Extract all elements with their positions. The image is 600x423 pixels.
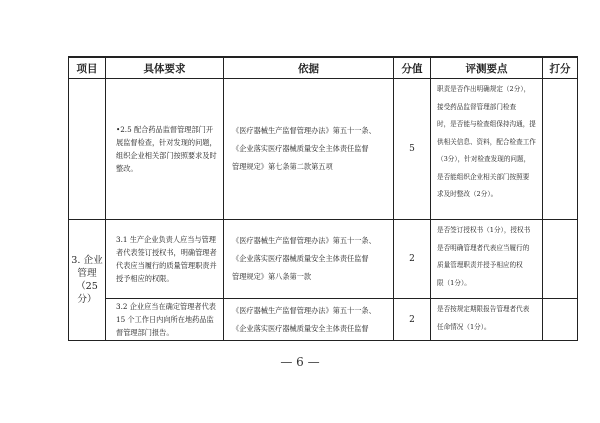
points-line: 是否明确管理者代表应当履行的 [437,243,530,252]
basis-line: 《医疗器械生产监督管理办法》第五十一条、 [232,126,376,135]
item-line: 3. 企业 [71,255,103,266]
score-cell: 2 [394,299,431,341]
score-cell: 5 [394,79,431,220]
points-line: 接受药品监督管理部门检查 [437,102,517,111]
table-row [69,299,578,341]
points-line: （3分），针对检查发现的问题， [437,155,531,163]
points-line: 供相关信息、资料，配合检查工作 [437,137,536,146]
table-row [69,79,578,220]
points-line: 任命情况（1分）。 [437,322,491,331]
basis-line: 《企业落实医疗器械质量安全主体责任监督 [232,323,369,333]
header-basis: 依据 [224,57,394,79]
points-line: 是否能组织企业相关部门按照要 [437,172,530,181]
header-score: 分值 [394,57,431,79]
basis-line: 管理规定》第七条第二款第五项 [232,162,333,171]
item-cell-section3 [69,220,106,341]
requirement-cell: •2.5 配合药品监督管理部门开展监督检查，针对发现的问题，组织企业相关部门按照要求及时整改。 [106,79,224,220]
basis-cell [224,220,394,299]
item-line: （25 分） [76,281,98,305]
header-points: 评测要点 [431,57,543,79]
table-header-row [69,57,578,79]
item-line: 管理 [77,268,97,279]
basis-line: 《企业落实医疗器械质量安全主体责任监督 [232,254,369,263]
rating-cell[interactable] [543,299,578,341]
points-line: 是否按规定期限报告管理者代表 [437,305,530,313]
points-cell [431,79,543,220]
score-cell: 2 [394,220,431,299]
page-number: — 6 — [280,355,320,369]
table-row [69,220,578,299]
header-rating: 打分 [543,57,578,79]
points-line: 求及时整改（2分）。 [437,190,498,198]
points-line: 时，是否能与检查组保持沟通，提 [437,120,536,128]
requirement-cell: 3.2 企业应当在确定管理者代表 15 个工作日内向所在地药品监督管理部门报告。 [106,299,224,341]
basis-line: 管理规定》第八条第一款 [232,272,312,281]
basis-line: 《企业落实医疗器械质量安全主体责任监督 [232,144,369,153]
rating-cell[interactable] [543,220,578,299]
requirement-cell: 3.1 生产企业负责人应当与管理者代表签订授权书，明确管理者代表应当履行的质量管理职责并授予相应的权限。 [106,220,224,299]
points-line: 是否签订授权书（1分），授权书 [437,226,531,234]
points-cell [431,220,543,299]
item-cell-empty [69,79,106,220]
points-line: 质量管理职责并授予相应的权 [437,261,523,269]
points-line: 职责是否作出明确规定（2分）， [437,85,531,93]
header-requirement: 具体要求 [106,57,224,79]
evaluation-table [68,56,578,341]
basis-cell [224,79,394,220]
basis-line: 《医疗器械生产监督管理办法》第五十一条、 [232,305,376,315]
basis-line: 《医疗器械生产监督管理办法》第五十一条、 [232,236,376,245]
rating-cell[interactable] [543,79,578,220]
basis-cell [224,299,394,341]
header-item: 项目 [69,57,106,79]
points-line: 限（1分）。 [437,278,471,287]
points-cell [431,299,543,341]
